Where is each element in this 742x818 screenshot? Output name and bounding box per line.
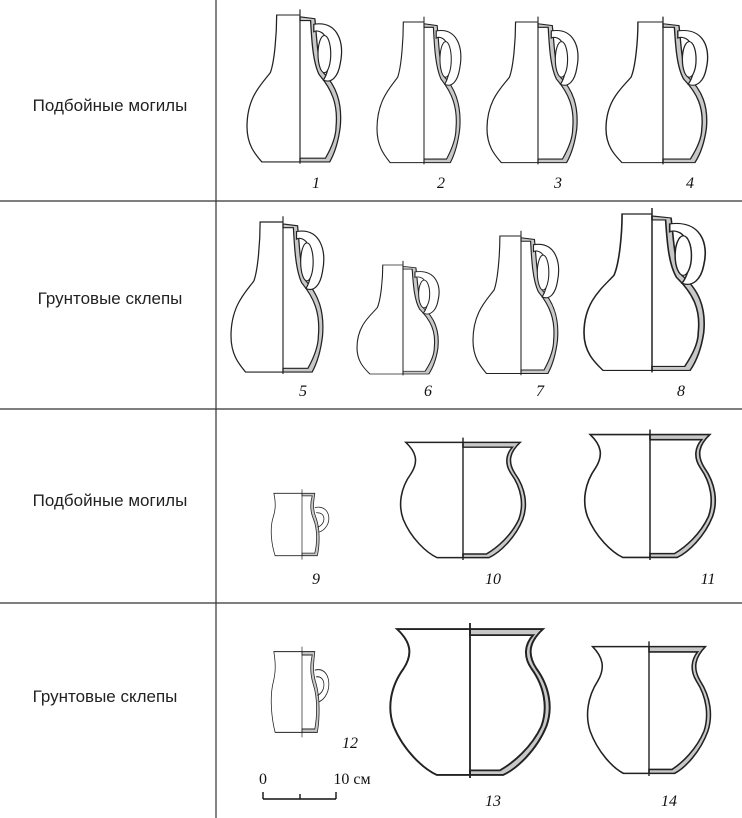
scale-end-label: 10 см (333, 771, 371, 788)
vessel-number-14: 14 (661, 793, 677, 810)
vessel-11-drawing (585, 429, 716, 560)
vessel-number-12: 12 (342, 735, 358, 752)
vessel-4-drawing (606, 17, 708, 165)
row-label-4: Грунтовые склепы (32, 687, 178, 706)
vessel-number-8: 8 (677, 383, 685, 400)
vessel-number-1: 1 (312, 175, 320, 192)
vessel-number-4: 4 (686, 175, 694, 192)
vessel-number-7: 7 (536, 383, 544, 400)
vessel-number-13: 13 (485, 793, 501, 810)
vessel-number-3: 3 (554, 175, 562, 192)
vessel-5-drawing (231, 216, 324, 374)
vessel-1-drawing (247, 9, 341, 163)
scale-start-label: 0 (259, 771, 267, 788)
vessel-number-9: 9 (312, 571, 320, 588)
row-label-3: Подбойные могилы (32, 491, 188, 510)
vessel-2-drawing (377, 17, 461, 165)
vessel-number-11: 11 (700, 571, 716, 588)
vessel-12-drawing (271, 647, 329, 738)
vessel-number-2: 2 (437, 175, 445, 192)
vessel-6-drawing (357, 261, 439, 376)
vessel-10-drawing (401, 438, 526, 560)
vessel-13-drawing (390, 623, 549, 778)
vessel-3-drawing (487, 17, 578, 165)
row-label-1: Подбойные могилы (32, 96, 188, 115)
vessel-number-10: 10 (485, 571, 501, 588)
scale-bar (263, 792, 336, 799)
vessel-9-drawing (271, 489, 329, 559)
vessel-7-drawing (473, 231, 559, 375)
vessel-number-6: 6 (424, 383, 432, 400)
vessel-number-5: 5 (299, 383, 307, 400)
vessel-8-drawing (584, 208, 705, 372)
vessel-14-drawing (588, 641, 711, 776)
row-label-2: Грунтовые склепы (37, 289, 183, 308)
